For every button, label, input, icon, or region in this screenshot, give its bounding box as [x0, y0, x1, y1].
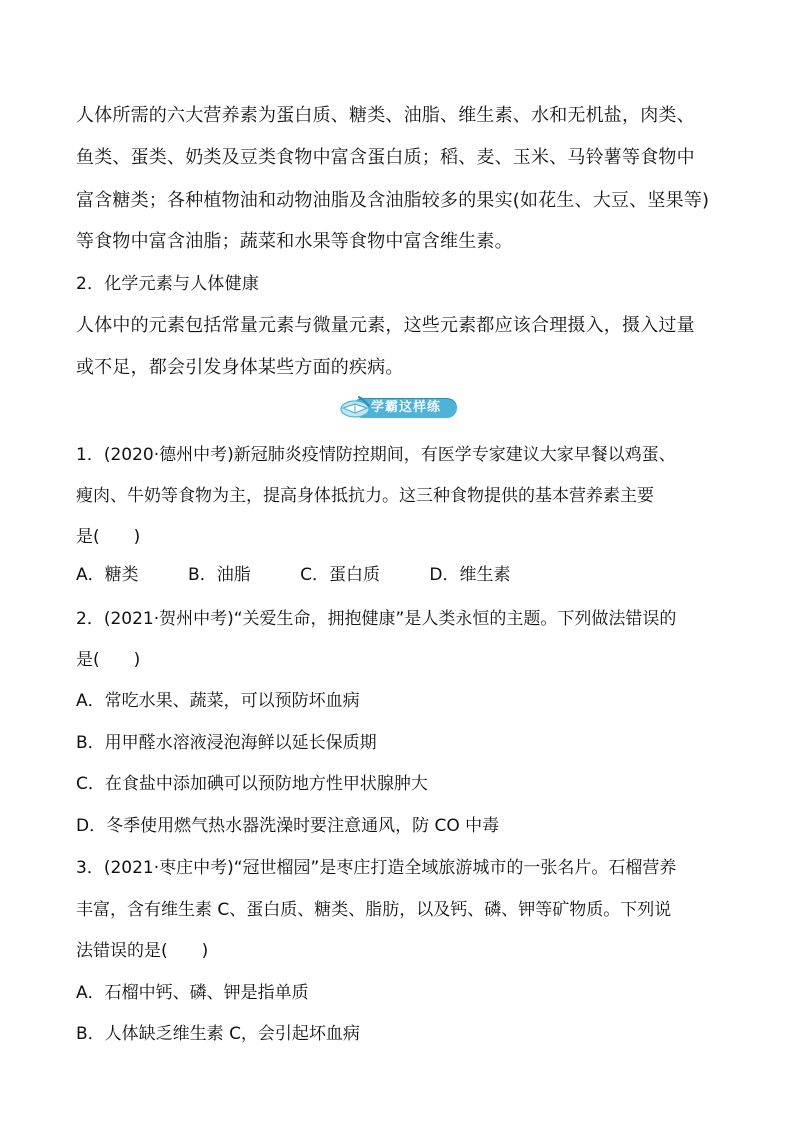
- question-2-line: 2．(2021·贺州中考)“关爱生命，拥抱健康”是人类永恒的主题。下列做法错误的: [76, 609, 677, 629]
- question-2-option-d: D．冬季使用燃气热水器洗澡时要注意通风，防 CO 中毒: [76, 816, 500, 836]
- question-1-line: 瘦肉、牛奶等食物为主，提高身体抵抗力。这三种食物提供的基本营养素主要: [76, 486, 654, 506]
- paragraph-line: 人体所需的六大营养素为蛋白质、糖类、油脂、维生素、水和无机盐，肉类、: [76, 105, 695, 126]
- question-1-option-a: A．糖类: [76, 565, 139, 585]
- question-3-line: 3．(2021·枣庄中考)“冠世榴园”是枣庄打造全域旅游城市的一张名片。石榴营养: [76, 858, 677, 878]
- paragraph-line: 等食物中富含油脂；蔬菜和水果等食物中富含维生素。: [76, 231, 513, 252]
- paragraph-line: 鱼类、蛋类、奶类及豆类食物中富含蛋白质；稻、麦、玉米、马铃薯等食物中: [76, 147, 695, 168]
- paragraph-line: 或不足，都会引发身体某些方面的疾病。: [76, 357, 404, 378]
- section-heading: 2．化学元素与人体健康: [76, 274, 260, 294]
- paragraph-line: 富含糖类；各种植物油和动物油脂及含油脂较多的果实(如花生、大豆、坚果等): [76, 190, 710, 211]
- question-2-option-c: C．在食盐中添加碘可以预防地方性甲状腺肿大: [76, 774, 428, 794]
- question-2-option-b: B．用甲醛水溶液浸泡海鲜以延长保质期: [76, 733, 377, 753]
- question-3-line: 法错误的是( ): [76, 941, 209, 961]
- question-3-option-a: A．石榴中钙、磷、钾是指单质: [76, 983, 309, 1003]
- badge-label: 学霸这样练: [371, 400, 442, 415]
- question-3-line: 丰富，含有维生素 C、蛋白质、糖类、脂肪，以及钙、磷、钾等矿物质。下列说: [76, 900, 672, 920]
- question-2-option-a: A．常吃水果、蔬菜，可以预防坏血病: [76, 691, 360, 711]
- paragraph-line: 人体中的元素包括常量元素与微量元素，这些元素都应该合理摄入，摄入过量: [76, 315, 695, 336]
- question-1-option-c: C．蛋白质: [300, 565, 380, 585]
- practice-badge: [337, 394, 459, 420]
- question-3-option-b: B．人体缺乏维生素 C，会引起坏血病: [76, 1024, 360, 1044]
- question-1-line: 是( ): [76, 527, 141, 547]
- question-1-line: 1．(2020·德州中考)新冠肺炎疫情防控期间，有医学专家建议大家早餐以鸡蛋、: [76, 445, 676, 465]
- question-2-line: 是( ): [76, 650, 141, 670]
- question-1-option-d: D．维生素: [429, 565, 511, 585]
- question-1-options: [76, 563, 511, 587]
- question-1-option-b: B．油脂: [188, 565, 251, 585]
